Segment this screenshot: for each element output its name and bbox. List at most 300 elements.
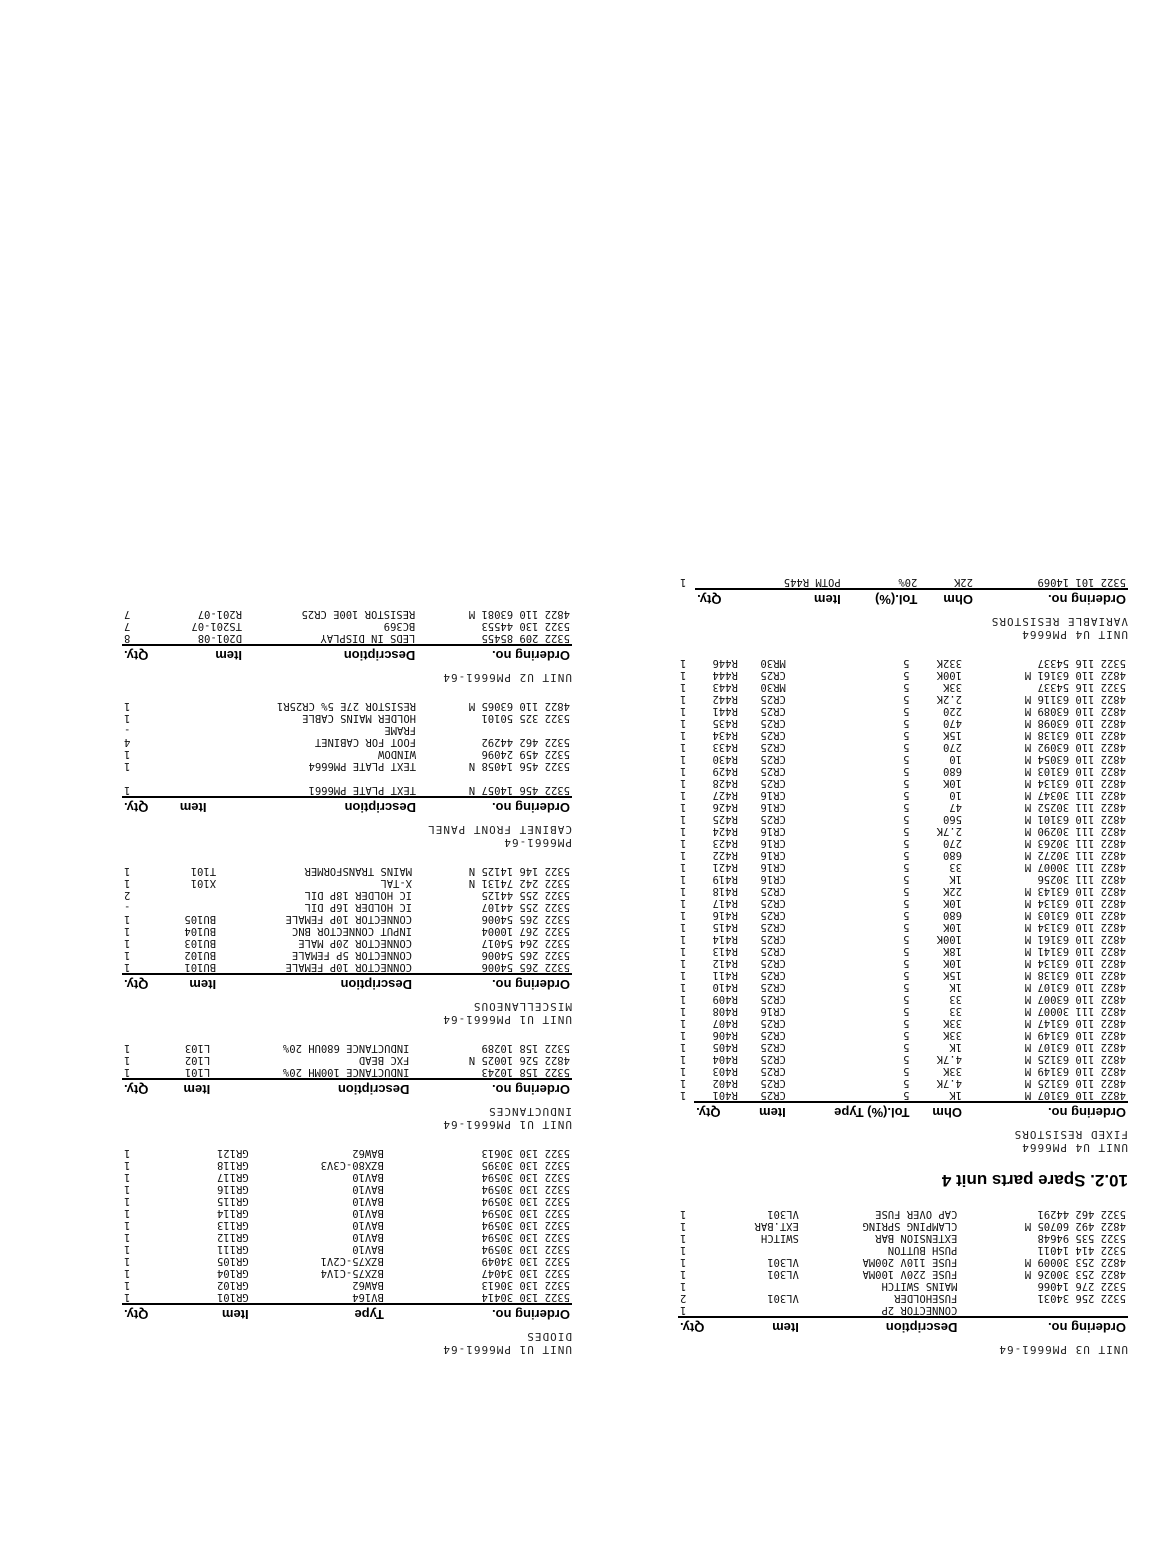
table-cell: R417 bbox=[712, 897, 738, 909]
table-cell: 1 bbox=[124, 1042, 131, 1054]
table-row bbox=[678, 873, 1128, 885]
table-cell: 5322 255 44107 bbox=[481, 901, 570, 913]
table-cell: 1 bbox=[680, 777, 687, 789]
table-cell: 1 bbox=[680, 657, 687, 669]
table-cell: CONNECTOR 20P MALE bbox=[298, 937, 413, 949]
table-cell: R406 bbox=[712, 1029, 738, 1041]
section-heading: VARIABLE RESISTORS bbox=[990, 615, 1128, 628]
table-cell: 332K bbox=[936, 657, 962, 669]
table-cell: L102 bbox=[184, 1054, 211, 1066]
table-row bbox=[122, 961, 572, 974]
table-cell: R444 bbox=[712, 669, 738, 681]
parts-table bbox=[678, 1208, 1128, 1335]
table-cell: 5 bbox=[903, 1077, 910, 1089]
table-cell: 1 bbox=[680, 1089, 687, 1102]
table-cell: 4822 110 63107 M bbox=[1024, 1041, 1126, 1053]
table-cell: R413 bbox=[712, 945, 738, 957]
table-cell: 5 bbox=[903, 729, 910, 741]
column-header: Qty. bbox=[695, 589, 742, 607]
table-cell: 4822 110 63149 M bbox=[1024, 1065, 1126, 1077]
table-cell: 5 bbox=[903, 1053, 910, 1065]
table-row bbox=[122, 949, 572, 961]
table-row bbox=[122, 1231, 572, 1243]
table-cell: 1 bbox=[680, 861, 687, 873]
table-cell: WINDOW bbox=[378, 748, 417, 760]
table-row bbox=[678, 1232, 1128, 1244]
table-cell: 33K bbox=[943, 681, 962, 693]
parts-section bbox=[678, 576, 1128, 641]
table-row bbox=[122, 620, 572, 632]
table-cell: 5322 267 10004 bbox=[481, 925, 570, 937]
table-cell: 2.2K bbox=[936, 693, 962, 705]
table-row bbox=[678, 1005, 1128, 1017]
column-header: Item bbox=[740, 1102, 788, 1120]
column-header: Item bbox=[723, 1317, 800, 1335]
table-cell: CR25 bbox=[760, 717, 786, 729]
table-cell: 2 bbox=[124, 889, 131, 901]
table-cell: 1 bbox=[124, 748, 131, 760]
table-row bbox=[122, 608, 572, 620]
table-cell: CR25 bbox=[760, 1065, 786, 1077]
table-cell: 1 bbox=[124, 1195, 131, 1207]
table-cell: R402 bbox=[712, 1077, 738, 1089]
table-cell: 1 bbox=[680, 693, 687, 705]
column-header: Type bbox=[251, 1304, 386, 1322]
table-cell: MR30 bbox=[760, 681, 786, 693]
column-header: Description bbox=[212, 1079, 411, 1097]
table-cell: CR25 bbox=[760, 1017, 786, 1029]
table-row bbox=[678, 957, 1128, 969]
table-cell bbox=[723, 1280, 800, 1292]
table-row bbox=[678, 729, 1128, 741]
table-cell: GR114 bbox=[217, 1207, 249, 1219]
section-heading: UNIT U1 PM6661-64 bbox=[442, 1118, 572, 1131]
table-cell: 5322 130 44553 bbox=[481, 620, 570, 632]
table-cell: 4822 110 63134 M bbox=[1024, 777, 1126, 789]
parts-table bbox=[122, 1147, 572, 1322]
table-cell: TS201-07 bbox=[191, 620, 242, 632]
table-cell: R423 bbox=[712, 837, 738, 849]
table-cell: 15K bbox=[943, 729, 962, 741]
table-cell: CR25 bbox=[760, 813, 786, 825]
table-cell: 33 bbox=[949, 1005, 962, 1017]
table-cell: 4822 110 63098 M bbox=[1024, 717, 1126, 729]
column-header: Ordering no. bbox=[964, 1102, 1128, 1120]
table-cell: CR25 bbox=[760, 1053, 786, 1065]
table-cell: 5 bbox=[903, 1089, 910, 1101]
table-row bbox=[122, 1183, 572, 1195]
table-cell: 5322 242 74131 N bbox=[468, 877, 570, 889]
table-cell: 4822 110 63107 M bbox=[1024, 981, 1126, 993]
table-cell: 5 bbox=[903, 789, 910, 801]
table-cell: R416 bbox=[712, 909, 738, 921]
column-header: Ohm bbox=[912, 1102, 964, 1120]
table-cell: 1 bbox=[680, 729, 687, 741]
table-cell: R429 bbox=[712, 765, 738, 777]
table-cell: 5322 256 34031 bbox=[1037, 1292, 1126, 1304]
table-cell: 5 bbox=[903, 957, 910, 969]
table-cell: 560 bbox=[943, 813, 962, 825]
table-cell: 5322 130 30594 bbox=[481, 1207, 570, 1219]
table-cell: GR102 bbox=[217, 1279, 249, 1291]
table-cell: MAINS SWITCH bbox=[881, 1280, 958, 1292]
table-cell: VL301 bbox=[767, 1268, 799, 1280]
table-cell: 5322 276 14066 bbox=[1037, 1280, 1126, 1292]
table-cell: BU101 bbox=[184, 961, 217, 973]
table-cell: BAV10 bbox=[352, 1219, 384, 1231]
table-row bbox=[678, 1065, 1128, 1077]
parts-table bbox=[678, 657, 1128, 1120]
table-cell: 5322 265 54006 bbox=[481, 949, 570, 961]
table-row bbox=[122, 1042, 572, 1054]
table-cell: 4822 111 30347 M bbox=[1024, 789, 1126, 801]
table-cell: CR25 bbox=[760, 1089, 786, 1101]
table-row bbox=[678, 1280, 1128, 1292]
table-row bbox=[678, 1220, 1128, 1232]
table-cell: 4822 110 63125 M bbox=[1024, 1053, 1126, 1065]
column-header: Qty. bbox=[122, 1304, 179, 1322]
table-row bbox=[122, 1291, 572, 1304]
table-cell: BC369 bbox=[383, 620, 416, 632]
table-cell: 4822 111 30272 M bbox=[1024, 849, 1126, 861]
table-cell: CR25 bbox=[760, 885, 786, 897]
table-cell: T101 bbox=[190, 865, 217, 877]
table-cell: 5 bbox=[903, 801, 910, 813]
table-cell: 33 bbox=[949, 993, 962, 1005]
right-column bbox=[678, 560, 1128, 1356]
table-cell: 5 bbox=[903, 741, 910, 753]
table-row bbox=[678, 1053, 1128, 1065]
table-cell: 10K bbox=[943, 777, 962, 789]
table-row bbox=[122, 1171, 572, 1183]
table-cell: 1 bbox=[680, 1220, 687, 1232]
table-cell: 1 bbox=[124, 784, 131, 796]
table-header-row bbox=[122, 974, 572, 992]
table-cell: R425 bbox=[712, 813, 738, 825]
table-cell: 1K bbox=[949, 1041, 962, 1053]
table-cell: IC HOLDER 16P DIL bbox=[304, 901, 413, 913]
table-cell: 1 bbox=[680, 909, 687, 921]
table-row bbox=[678, 813, 1128, 825]
table-cell: 680 bbox=[943, 849, 962, 861]
table-cell: R443 bbox=[712, 681, 738, 693]
table-row bbox=[678, 1304, 1128, 1317]
table-cell bbox=[164, 784, 209, 797]
table-cell: 1 bbox=[680, 681, 687, 693]
section-heading: UNIT U1 PM6661-64 bbox=[442, 1343, 572, 1356]
table-row bbox=[122, 1195, 572, 1207]
table-cell: SWITCH bbox=[760, 1232, 799, 1244]
table-cell: CONNECTOR 2P bbox=[881, 1304, 958, 1316]
table-cell: 1 bbox=[124, 712, 131, 724]
table-cell: D201-08 bbox=[197, 632, 242, 644]
table-cell: RESISTOR 100E CR25 bbox=[301, 608, 416, 620]
column-header: Ordering no. bbox=[386, 1304, 572, 1322]
table-row bbox=[678, 765, 1128, 777]
table-header-row bbox=[678, 589, 1128, 607]
table-cell: 2 bbox=[680, 1292, 687, 1304]
table-cell: 5 bbox=[903, 753, 910, 765]
table-cell: CAP OVER FUSE bbox=[875, 1208, 958, 1220]
table-cell: 1 bbox=[124, 1231, 131, 1243]
table-cell: 1 bbox=[680, 825, 687, 837]
column-header: Description bbox=[244, 645, 417, 663]
column-header: Item bbox=[165, 974, 218, 992]
table-cell: 5322 130 34047 bbox=[481, 1267, 570, 1279]
table-cell: 4822 110 63007 M bbox=[1024, 993, 1126, 1005]
table-cell: VL301 bbox=[767, 1208, 799, 1220]
table-cell: 4822 110 63116 M bbox=[1024, 693, 1126, 705]
table-cell: 1 bbox=[680, 849, 687, 861]
table-cell: 15K bbox=[943, 969, 962, 981]
table-row bbox=[122, 784, 572, 797]
table-cell: GR121 bbox=[217, 1147, 249, 1159]
table-cell: 4822 110 63125 M bbox=[1024, 1077, 1126, 1089]
table-cell: CONNECTOR 10P FEMALE bbox=[285, 961, 413, 973]
table-cell: 5322 158 10289 bbox=[481, 1042, 570, 1054]
table-cell: 1 bbox=[680, 1256, 687, 1268]
table-cell: CR25 bbox=[760, 921, 786, 933]
table-cell: 1 bbox=[124, 1054, 131, 1066]
table-cell: BV164 bbox=[352, 1291, 384, 1303]
column-header: Qty. bbox=[122, 645, 164, 663]
table-cell: 5 bbox=[903, 885, 910, 897]
table-cell: 1 bbox=[680, 1053, 687, 1065]
table-cell: 7 bbox=[124, 620, 131, 632]
table-cell: BU103 bbox=[184, 937, 217, 949]
table-cell: 4.7K bbox=[936, 1077, 962, 1089]
table-cell: 4822 110 63149 M bbox=[1024, 1029, 1126, 1041]
table-header-row bbox=[122, 797, 572, 815]
table-cell: INPUT CONNECTOR BNC bbox=[291, 925, 413, 937]
table-cell: 1 bbox=[680, 837, 687, 849]
table-cell: 1 bbox=[680, 1017, 687, 1029]
section-heading: UNIT U4 PM6664 bbox=[1021, 628, 1128, 641]
table-cell: 22K bbox=[954, 576, 973, 588]
table-cell: 4822 110 63161 M bbox=[1024, 933, 1126, 945]
table-cell: CR25 bbox=[760, 981, 786, 993]
table-cell: BAW62 bbox=[352, 1279, 384, 1291]
table-cell: 5322 456 14058 N bbox=[468, 760, 570, 772]
parts-table bbox=[678, 576, 1128, 607]
table-cell: GR104 bbox=[217, 1267, 249, 1279]
table-cell: R446 bbox=[712, 657, 738, 669]
table-cell: CR25 bbox=[760, 993, 786, 1005]
table-cell: CR16 bbox=[760, 801, 786, 813]
table-row bbox=[122, 1279, 572, 1291]
table-cell: CR25 bbox=[760, 777, 786, 789]
table-row bbox=[678, 1041, 1128, 1053]
column-header: Ordering no. bbox=[959, 1317, 1128, 1335]
section-heading: INDUCTANCES bbox=[488, 1105, 572, 1118]
section-heading: UNIT U4 PM6664 bbox=[1021, 1141, 1128, 1154]
table-cell: 1K bbox=[949, 981, 962, 993]
table-cell: 5322 209 85455 bbox=[481, 632, 570, 644]
table-cell: 4822 110 63107 M bbox=[1024, 1089, 1126, 1101]
table-row bbox=[122, 748, 572, 760]
column-header: Description bbox=[801, 1317, 960, 1335]
table-cell: 22K bbox=[943, 885, 962, 897]
parts-section bbox=[678, 1208, 1128, 1356]
table-cell: 4822 526 10025 N bbox=[468, 1054, 570, 1066]
table-cell: 4822 110 63103 M bbox=[1024, 765, 1126, 777]
table-cell: 1 bbox=[124, 1159, 131, 1171]
table-cell: BZX80-C3V3 bbox=[320, 1159, 384, 1171]
table-cell: 5 bbox=[903, 1005, 910, 1017]
table-row bbox=[122, 877, 572, 889]
table-row bbox=[122, 1267, 572, 1279]
table-row bbox=[122, 901, 572, 913]
table-cell: BZX75-C2V1 bbox=[320, 1255, 384, 1267]
table-row bbox=[122, 760, 572, 772]
table-cell: 1 bbox=[124, 760, 131, 772]
table-cell: L103 bbox=[184, 1042, 211, 1054]
table-cell: 5322 130 30414 bbox=[481, 1291, 570, 1303]
table-cell: R421 bbox=[712, 861, 738, 873]
table-cell: FUSE 220V 100MA bbox=[862, 1268, 958, 1280]
table-cell: POTM R445 bbox=[783, 576, 841, 588]
table-cell: 1 bbox=[124, 1291, 131, 1303]
table-row bbox=[678, 909, 1128, 921]
section-heading: UNIT U2 PM6661-64 bbox=[442, 671, 572, 684]
table-cell: 1 bbox=[680, 801, 687, 813]
table-cell: 5 bbox=[903, 933, 910, 945]
table-cell: R424 bbox=[712, 825, 738, 837]
table-cell: R401 bbox=[712, 1089, 738, 1101]
table-row bbox=[678, 1244, 1128, 1256]
parts-section bbox=[122, 1042, 572, 1131]
table-cell: 5 bbox=[903, 909, 910, 921]
table-cell: 1 bbox=[680, 945, 687, 957]
table-cell: 1 bbox=[680, 1280, 687, 1292]
column-header: Item bbox=[164, 797, 209, 815]
table-cell: 4822 110 63081 M bbox=[468, 608, 570, 620]
table-cell: GR101 bbox=[217, 1291, 249, 1303]
table-cell: R201-07 bbox=[197, 608, 242, 620]
table-cell: 4822 253 30026 M bbox=[1024, 1268, 1126, 1280]
table-cell: 1 bbox=[680, 1041, 687, 1053]
table-cell: 1 bbox=[680, 1005, 687, 1017]
table-cell: 680 bbox=[943, 909, 962, 921]
table-row bbox=[122, 865, 572, 877]
table-cell: 1 bbox=[680, 1208, 687, 1220]
table-cell: 1 bbox=[124, 700, 131, 712]
table-row bbox=[122, 1219, 572, 1231]
table-cell: 5322 101 14069 bbox=[1037, 576, 1126, 588]
table-row bbox=[678, 753, 1128, 765]
table-cell: 1 bbox=[124, 1219, 131, 1231]
table-cell: 1 bbox=[124, 937, 131, 949]
table-cell: 5322 130 30594 bbox=[481, 1183, 570, 1195]
section-heading: PM6661-64 bbox=[503, 836, 572, 849]
table-cell: CR25 bbox=[760, 969, 786, 981]
table-cell: CR25 bbox=[760, 705, 786, 717]
table-cell: CR16 bbox=[760, 1005, 786, 1017]
table-cell: 5 bbox=[903, 981, 910, 993]
table-cell: R433 bbox=[712, 741, 738, 753]
parts-table bbox=[122, 1042, 572, 1097]
table-row bbox=[678, 717, 1128, 729]
table-cell: CR25 bbox=[760, 909, 786, 921]
table-cell: 5322 130 30613 bbox=[481, 1279, 570, 1291]
table-cell: LEDS IN DISPLAY bbox=[320, 632, 416, 644]
table-row bbox=[122, 925, 572, 937]
table-row bbox=[678, 1077, 1128, 1089]
table-cell: CLAMPING SPRING bbox=[862, 1220, 958, 1232]
table-cell: R404 bbox=[712, 1053, 738, 1065]
column-header: Ordering no. bbox=[417, 645, 572, 663]
table-cell: 1 bbox=[680, 897, 687, 909]
table-cell: 5322 116 54337 bbox=[1037, 681, 1126, 693]
table-cell: R410 bbox=[712, 981, 738, 993]
table-row bbox=[678, 741, 1128, 753]
section-heading: UNIT U3 PM6661-64 bbox=[998, 1343, 1128, 1356]
column-header: Item bbox=[165, 1079, 212, 1097]
column-header: Ohm bbox=[919, 589, 975, 607]
table-row bbox=[122, 889, 572, 901]
table-cell: 5 bbox=[903, 837, 910, 849]
table-cell: 5 bbox=[903, 813, 910, 825]
table-cell: FUSE 110V 200MA bbox=[862, 1256, 958, 1268]
table-cell: R405 bbox=[712, 1041, 738, 1053]
table-cell: 4822 492 60705 M bbox=[1024, 1220, 1126, 1232]
table-cell bbox=[164, 712, 209, 724]
table-cell: 4 bbox=[124, 736, 131, 748]
table-cell: 1 bbox=[124, 913, 131, 925]
table-cell: MR30 bbox=[760, 657, 786, 669]
table-cell: 100K bbox=[936, 933, 962, 945]
table-cell: 5322 255 44125 bbox=[481, 889, 570, 901]
table-row bbox=[122, 772, 572, 784]
table-cell bbox=[164, 736, 209, 748]
table-row bbox=[678, 1017, 1128, 1029]
table-cell: 4822 110 63161 M bbox=[1024, 669, 1126, 681]
table-cell: 4822 110 63134 M bbox=[1024, 921, 1126, 933]
table-cell: GR118 bbox=[217, 1159, 249, 1171]
table-cell: 4822 111 30252 M bbox=[1024, 801, 1126, 813]
table-cell: R407 bbox=[712, 1017, 738, 1029]
table-cell: 680 bbox=[943, 765, 962, 777]
table-cell: CR25 bbox=[760, 693, 786, 705]
table-row bbox=[122, 736, 572, 748]
table-cell bbox=[164, 760, 209, 772]
table-cell: CR16 bbox=[760, 861, 786, 873]
table-cell: 5 bbox=[903, 897, 910, 909]
table-cell: CR25 bbox=[760, 945, 786, 957]
table-row bbox=[678, 981, 1128, 993]
table-cell: 4822 110 63138 M bbox=[1024, 729, 1126, 741]
table-cell: 5 bbox=[903, 765, 910, 777]
table-cell: 5322 116 54337 bbox=[1037, 657, 1126, 669]
table-cell: BAW62 bbox=[352, 1147, 384, 1159]
table-row bbox=[678, 1208, 1128, 1220]
table-cell: 7 bbox=[124, 608, 131, 620]
table-cell: GR111 bbox=[217, 1243, 249, 1255]
table-row bbox=[122, 1243, 572, 1255]
table-cell: 5322 130 30594 bbox=[481, 1243, 570, 1255]
table-row bbox=[678, 789, 1128, 801]
table-row bbox=[678, 669, 1128, 681]
table-row bbox=[678, 657, 1128, 669]
column-header: Qty. bbox=[678, 1317, 723, 1335]
table-cell: 270 bbox=[943, 741, 962, 753]
table-cell: CR25 bbox=[760, 765, 786, 777]
table-cell: 5 bbox=[903, 705, 910, 717]
table-row bbox=[678, 993, 1128, 1005]
table-cell: CR16 bbox=[760, 825, 786, 837]
table-cell: R426 bbox=[712, 801, 738, 813]
table-cell: 5322 264 54017 bbox=[481, 937, 570, 949]
